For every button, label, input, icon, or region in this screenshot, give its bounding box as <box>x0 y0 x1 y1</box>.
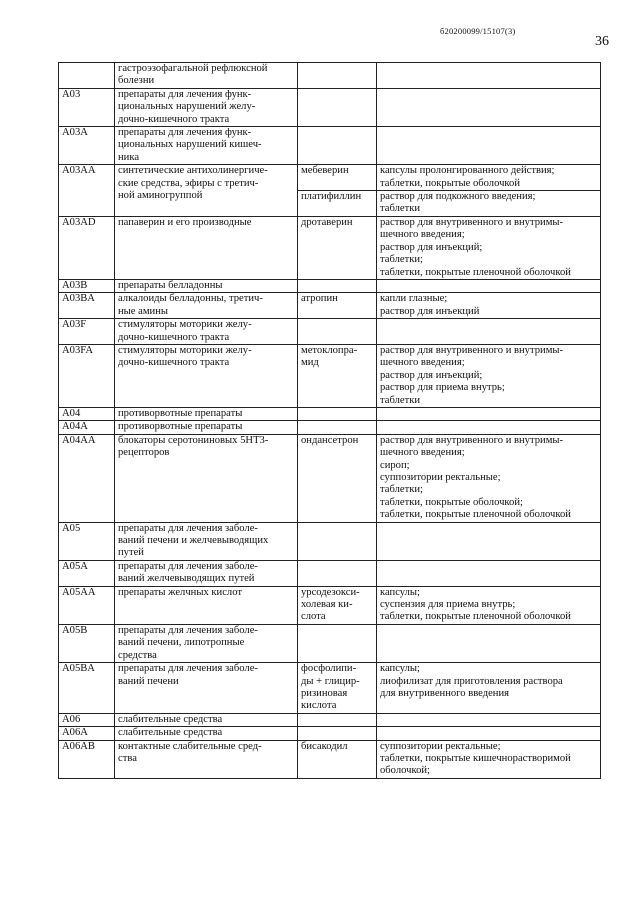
medication-table <box>58 62 601 779</box>
drug-name-cell <box>298 560 377 586</box>
pharmacological-group-cell: препараты для лечения заболе- ваний печени и желчевыводящих путей <box>115 522 298 560</box>
table-row <box>59 293 601 319</box>
atc-code-cell: A03 <box>59 88 115 126</box>
dosage-form-cell <box>377 279 601 292</box>
pharmacological-group-cell: слабительные средства <box>115 727 298 740</box>
dosage-form-cell <box>377 624 601 662</box>
dosage-form-cell: раствор для подкожного введения; таблетки <box>377 191 601 217</box>
drug-name-cell <box>298 279 377 292</box>
atc-code-cell: A05A <box>59 560 115 586</box>
pharmacological-group-cell: алкалоиды белладонны, третич- ные амины <box>115 293 298 319</box>
table-row <box>59 63 601 89</box>
atc-code-cell <box>59 63 115 89</box>
dosage-form-cell: раствор для внутривенного и внутримы- шечного введения; раствор для инъекций; таблетки; таблетки, покрытые пленочной оболочкой <box>377 216 601 279</box>
pharmacological-group-cell: препараты для лечения заболе- ваний желчевыводящих путей <box>115 560 298 586</box>
atc-code-cell: A03BA <box>59 293 115 319</box>
table-row <box>59 421 601 434</box>
pharmacological-group-cell: стимуляторы моторики желу- дочно-кишечного тракта <box>115 319 298 345</box>
table-row <box>59 740 601 778</box>
atc-code-cell: A03AD <box>59 216 115 279</box>
dosage-form-cell: суппозитории ректальные; таблетки, покрытые кишечнорастворимой оболочкой; <box>377 740 601 778</box>
medication-table-body <box>59 63 601 779</box>
atc-code-cell: A06AB <box>59 740 115 778</box>
pharmacological-group-cell: папаверин и его производные <box>115 216 298 279</box>
atc-code-cell: A06 <box>59 713 115 726</box>
table-row <box>59 560 601 586</box>
drug-name-cell <box>298 88 377 126</box>
atc-code-cell: A04A <box>59 421 115 434</box>
table-row <box>59 88 601 126</box>
drug-name-cell: мебеверин <box>298 165 377 191</box>
drug-name-cell: дротаверин <box>298 216 377 279</box>
drug-name-cell <box>298 522 377 560</box>
table-row <box>59 216 601 279</box>
page-number: 36 <box>595 34 609 49</box>
atc-code-cell: A03FA <box>59 344 115 407</box>
atc-code-cell: A05BA <box>59 663 115 714</box>
table-row <box>59 586 601 624</box>
dosage-form-cell: капсулы; суспензия для приема внутрь; таблетки, покрытые пленочной оболочкой <box>377 586 601 624</box>
pharmacological-group-cell: синтетические антихолинергиче- ские средства, эфиры с третич- ной аминогруппой <box>115 165 298 217</box>
table-row <box>59 434 601 522</box>
dosage-form-cell <box>377 127 601 165</box>
table-row <box>59 407 601 420</box>
drug-name-cell <box>298 727 377 740</box>
atc-code-cell: A03B <box>59 279 115 292</box>
drug-name-cell <box>298 127 377 165</box>
dosage-form-cell <box>377 421 601 434</box>
dosage-form-cell <box>377 727 601 740</box>
drug-name-cell: ондансетрон <box>298 434 377 522</box>
pharmacological-group-cell: препараты белладонны <box>115 279 298 292</box>
dosage-form-cell: раствор для внутривенного и внутримы- шечного введения; раствор для инъекций; раствор для приема внутрь; таблетки <box>377 344 601 407</box>
drug-name-cell: атропин <box>298 293 377 319</box>
drug-name-cell <box>298 407 377 420</box>
table-row <box>59 319 601 345</box>
dosage-form-cell <box>377 560 601 586</box>
atc-code-cell: A04AA <box>59 434 115 522</box>
pharmacological-group-cell: стимуляторы моторики желу- дочно-кишечного тракта <box>115 344 298 407</box>
pharmacological-group-cell: препараты для лечения заболе- ваний печени <box>115 663 298 714</box>
drug-name-cell <box>298 624 377 662</box>
drug-name-cell <box>298 319 377 345</box>
table-row <box>59 663 601 714</box>
atc-code-cell: A03A <box>59 127 115 165</box>
atc-code-cell: A03AA <box>59 165 115 217</box>
table-row <box>59 279 601 292</box>
dosage-form-cell <box>377 88 601 126</box>
table-row <box>59 713 601 726</box>
drug-name-cell: фосфолипи- ды + глицир- ризиновая кислота <box>298 663 377 714</box>
atc-code-cell: A06A <box>59 727 115 740</box>
table-row <box>59 727 601 740</box>
drug-name-cell <box>298 421 377 434</box>
atc-code-cell: A04 <box>59 407 115 420</box>
dosage-form-cell <box>377 522 601 560</box>
atc-code-cell: A05AA <box>59 586 115 624</box>
drug-name-cell <box>298 713 377 726</box>
table-row <box>59 127 601 165</box>
atc-code-cell: A05B <box>59 624 115 662</box>
pharmacological-group-cell: препараты для лечения функ- циональных нарушений кишеч- ника <box>115 127 298 165</box>
pharmacological-group-cell: гастроэзофагальной рефлюксной болезни <box>115 63 298 89</box>
table-row <box>59 344 601 407</box>
document-id: б20200099/15107(3) <box>440 26 516 36</box>
pharmacological-group-cell: противорвотные препараты <box>115 421 298 434</box>
pharmacological-group-cell: слабительные средства <box>115 713 298 726</box>
dosage-form-cell: раствор для внутривенного и внутримы- шечного введения; сироп; суппозитории ректальные; таблетки; таблетки, покрытые оболочкой; таблетки, покрытые пленочной оболочкой <box>377 434 601 522</box>
atc-code-cell: A05 <box>59 522 115 560</box>
table-row <box>59 522 601 560</box>
dosage-form-cell <box>377 319 601 345</box>
pharmacological-group-cell: препараты для лечения заболе- ваний печени, липотропные средства <box>115 624 298 662</box>
dosage-form-cell <box>377 713 601 726</box>
table-row <box>59 165 601 191</box>
dosage-form-cell <box>377 63 601 89</box>
pharmacological-group-cell: препараты для лечения функ- циональных нарушений желу- дочно-кишечного тракта <box>115 88 298 126</box>
drug-name-cell: бисакодил <box>298 740 377 778</box>
atc-code-cell: A03F <box>59 319 115 345</box>
dosage-form-cell <box>377 407 601 420</box>
pharmacological-group-cell: противорвотные препараты <box>115 407 298 420</box>
drug-name-cell <box>298 63 377 89</box>
drug-name-cell: платифиллин <box>298 191 377 217</box>
table-row <box>59 624 601 662</box>
pharmacological-group-cell: блокаторы серотониновых 5HT3- рецепторов <box>115 434 298 522</box>
dosage-form-cell: капсулы; лиофилизат для приготовления раствора для внутривенного введения <box>377 663 601 714</box>
pharmacological-group-cell: препараты желчных кислот <box>115 586 298 624</box>
dosage-form-cell: капсулы пролонгированного действия; таблетки, покрытые оболочкой <box>377 165 601 191</box>
pharmacological-group-cell: контактные слабительные сред- ства <box>115 740 298 778</box>
dosage-form-cell: капли глазные; раствор для инъекций <box>377 293 601 319</box>
drug-name-cell: урсодезокси- холевая ки- слота <box>298 586 377 624</box>
drug-name-cell: метоклопра- мид <box>298 344 377 407</box>
